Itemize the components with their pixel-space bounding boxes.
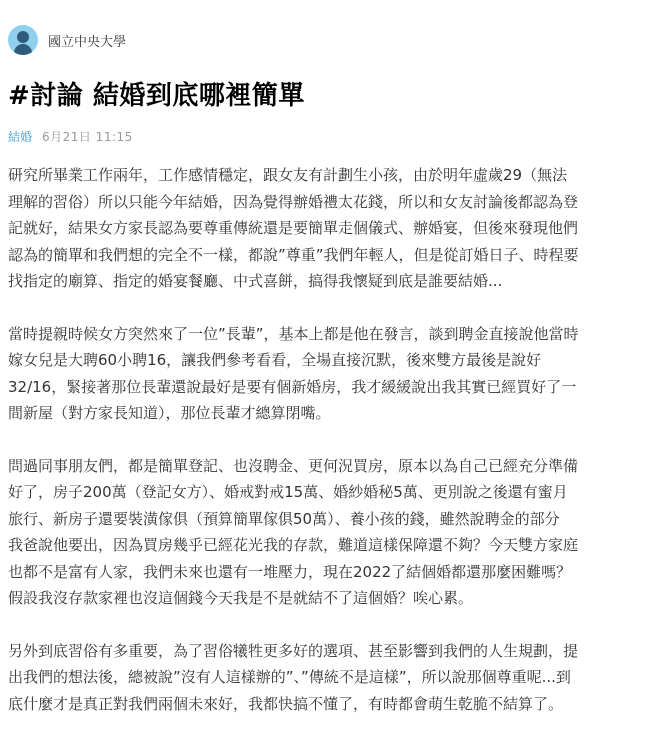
post-meta <box>8 128 649 146</box>
avatar[interactable] <box>8 25 38 55</box>
paragraph-line: 也都不是富有人家，我們未來也還有一堆壓力，現在2022了結個婚都還那麼困難嗎？ <box>8 562 572 581</box>
board-name[interactable]: 國立中央大學 <box>48 34 127 50</box>
paragraph-line: 假設我沒存款家裡也沒這個錢今天我是不是就結不了這個婚？唉心累。 <box>8 589 474 607</box>
paragraph-line: 旅行、新房子還要裝潢傢俱（預算簡單傢俱50萬）、養小孩的錢，雖然說聘金的部分 <box>8 509 560 528</box>
avatar-person-icon <box>17 31 29 43</box>
post-page <box>0 20 649 755</box>
post-header <box>8 20 649 60</box>
paragraph-line: 認為的簡單和我們想的完全不一樣，都說”尊重”我們年輕人，但是從訂婚日子、時程要 <box>8 245 579 264</box>
paragraph <box>8 638 638 718</box>
paragraph-line: 找指定的廟算、指定的婚宴餐廳、中式喜餅，搞得我懷疑到底是誰要結婚... <box>8 272 503 290</box>
paragraph-line: 我爸說他要出，因為買房幾乎已經花光我的存款，難道這樣保障還不夠？今天雙方家庭 <box>8 536 579 554</box>
paragraph <box>8 162 638 295</box>
paragraph-line: 當時提親時候女方突然來了一位”長輩”，基本上都是他在發言，談到聘金直接說他當時 <box>8 324 579 343</box>
paragraph-line: 出我們的想法後，總被說”沒有人這樣辦的”、”傳統不是這樣”，所以說那個尊重呢...到 <box>8 668 571 686</box>
post-date: 6月21日 11:15 <box>42 130 133 144</box>
paragraph-line: 嫁女兒是大聘60小聘16，讓我們參考看看，全場直接沉默，後來雙方最後是說好 <box>8 351 542 369</box>
paragraph-line: 另外到底習俗有多重要，為了習俗犧牲更多好的選項、甚至影響到我們的人生規劃，提 <box>8 641 579 660</box>
paragraph-line: 底什麼才是真正對我們兩個未來好，我都快搞不懂了，有時都會萌生乾脆不結算了。 <box>8 694 564 713</box>
paragraph-line: 32/16，緊接著那位長輩還說最好是要有個新婚房，我才緩緩說出我其實已經買好了一 <box>8 377 577 396</box>
post-title: #討論 結婚到底哪裡簡單 <box>8 81 305 111</box>
paragraph-line: 間新屋（對方家長知道），那位長輩才總算閉嘴。 <box>8 404 331 422</box>
paragraph-line: 研究所畢業工作兩年，工作感情穩定，跟女友有計劃生小孩，由於明年虛歲29（無法 <box>8 166 568 184</box>
paragraph <box>8 453 638 612</box>
post-content <box>8 162 638 717</box>
paragraph-line: 好了，房子200萬（登記女方）、婚戒對戒15萬、婚紗婚秘5萬、更別說之後還有蜜月 <box>8 483 568 501</box>
topic-tag[interactable]: 結婚 <box>8 130 33 144</box>
paragraph-line: 問過同事朋友們，都是簡單登記、也沒聘金、更何況買房，原本以為自己已經充分準備 <box>8 456 579 475</box>
paragraph-line: 記就好，結果女方家長認為要尊重傳統還是要簡單走個儀式、辦婚宴，但後來發現他們 <box>8 219 579 237</box>
paragraph-line: 理解的習俗）所以只能今年結婚，因為覺得辦婚禮太花錢，所以和女友討論後都認為登 <box>8 192 579 211</box>
paragraph <box>8 321 638 427</box>
